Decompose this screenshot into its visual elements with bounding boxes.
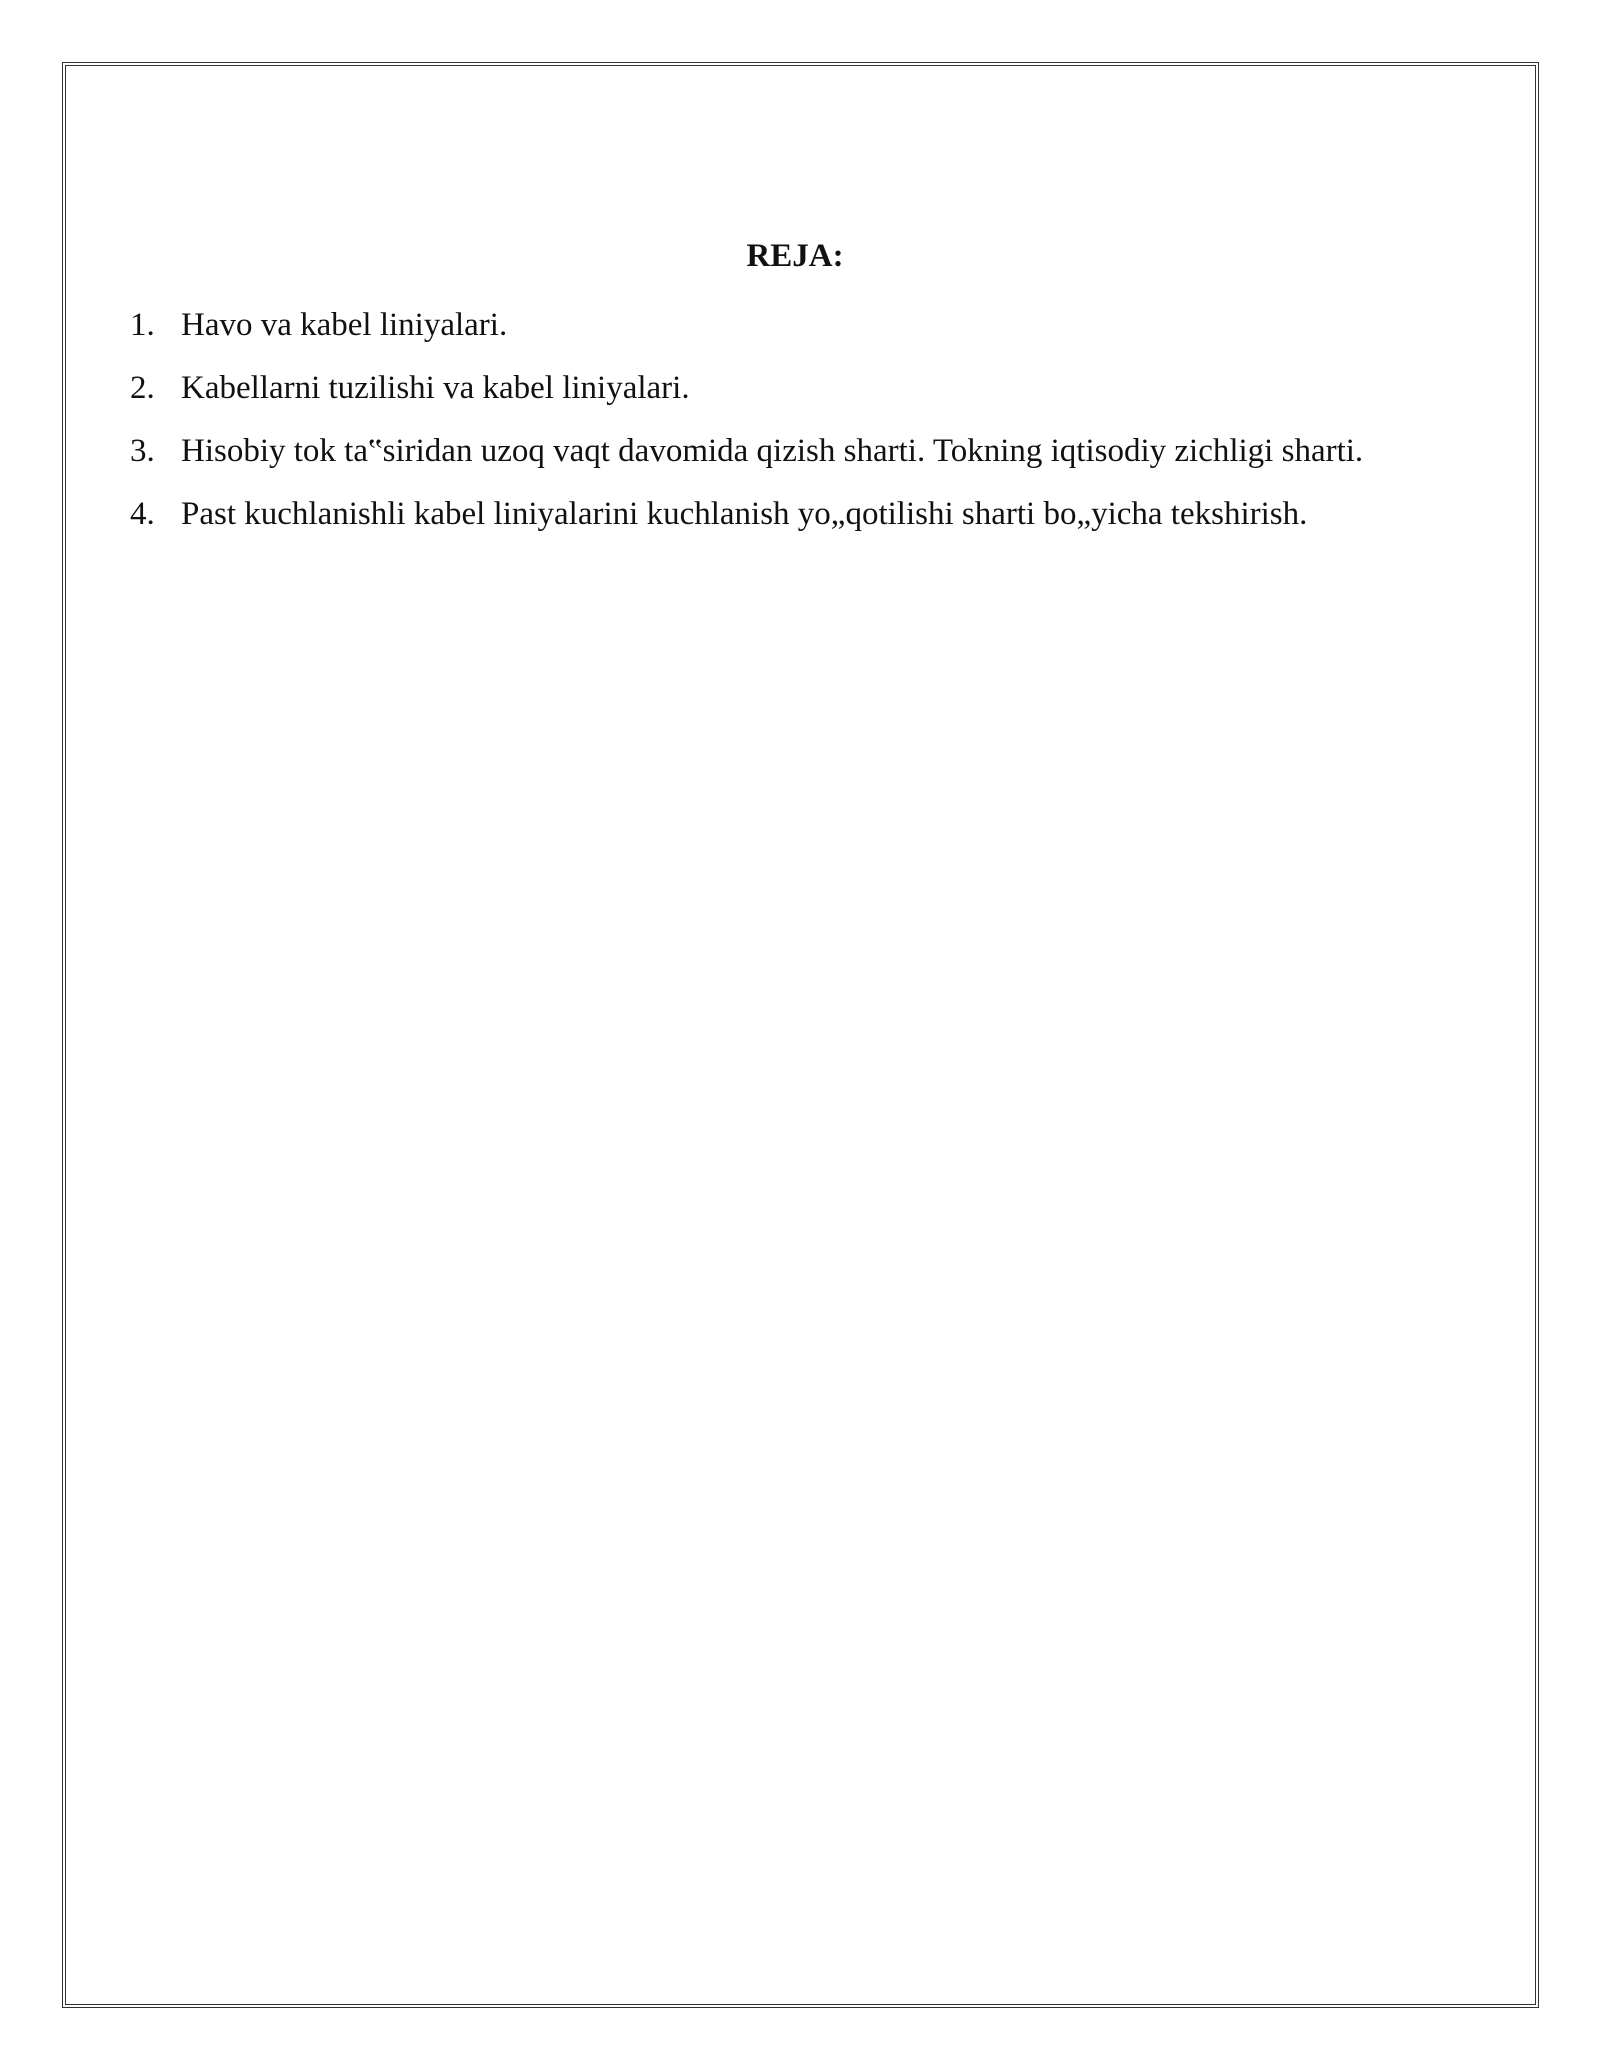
item-text: Hisobiy tok ta‟siridan uzoq vaqt davomida qizish sharti. Tokning iqtisodiy zichligi sharti. bbox=[181, 433, 1364, 469]
item-number: 3. bbox=[130, 433, 155, 469]
list-item bbox=[130, 294, 1450, 357]
item-text: Past kuchlanishli kabel liniyalarini kuchlanish yo„qotilishi sharti bo„yicha tekshirish. bbox=[181, 496, 1308, 532]
list-item bbox=[130, 420, 1450, 483]
list-item bbox=[130, 483, 1450, 546]
item-text: Havo va kabel liniyalari. bbox=[181, 307, 508, 343]
plan-list bbox=[130, 294, 1450, 546]
item-number: 2. bbox=[130, 370, 155, 406]
item-text: Kabellarni tuzilishi va kabel liniyalari. bbox=[181, 370, 690, 406]
list-item bbox=[130, 357, 1450, 420]
item-number: 4. bbox=[130, 496, 155, 532]
plan-title: REJA: bbox=[746, 238, 844, 274]
item-number: 1. bbox=[130, 307, 155, 343]
